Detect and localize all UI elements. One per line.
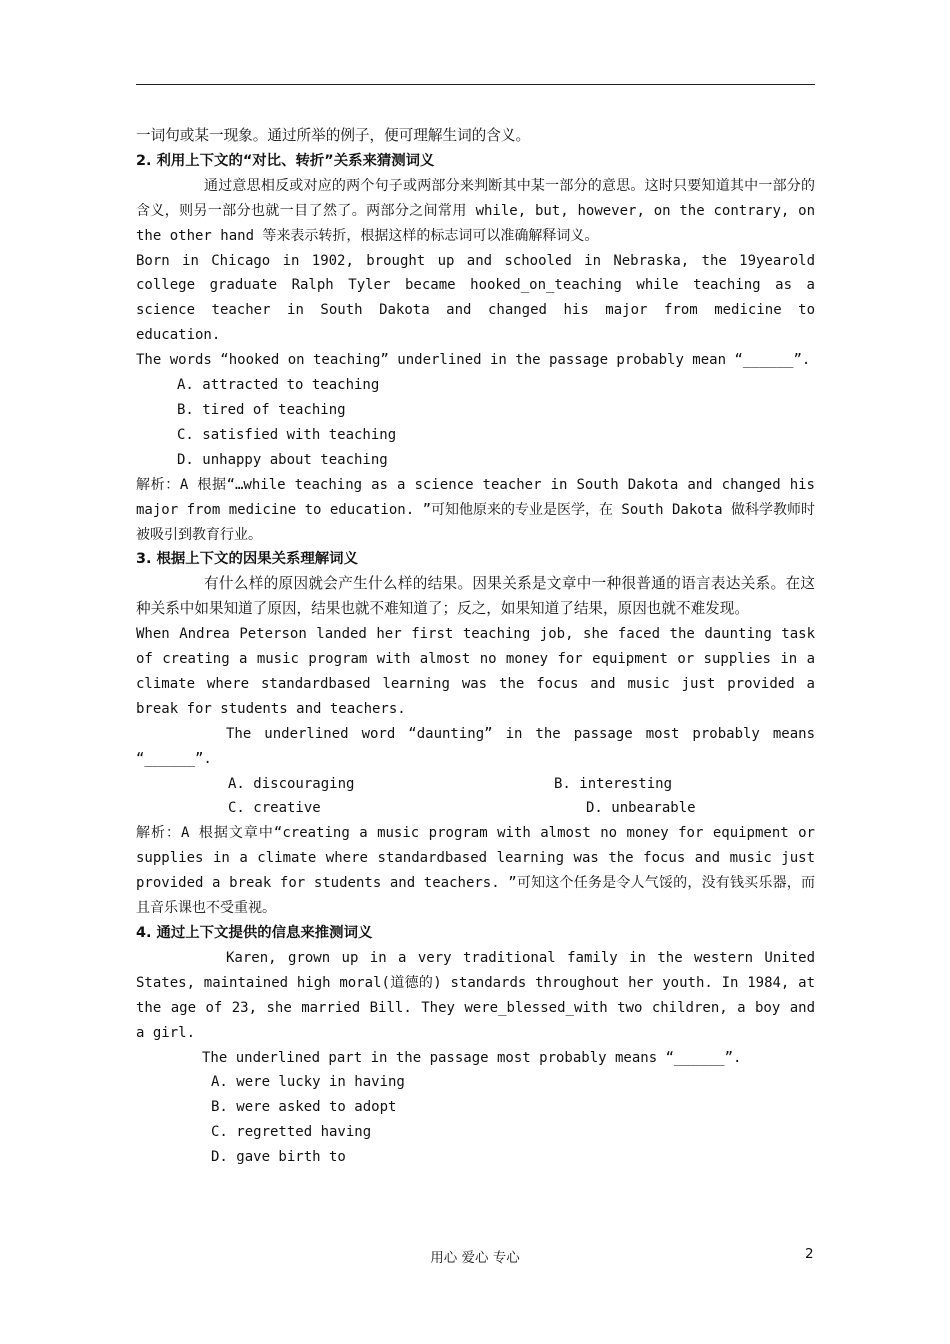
page-number: 2	[805, 1246, 814, 1262]
section-3-option-b: B. interesting	[554, 775, 673, 792]
section-4-question: The underlined part in the passage most probably means “______”.	[202, 1049, 742, 1066]
section-3-option-c: C. creative	[228, 800, 321, 817]
section-2-analysis: 解析：A 根据“…while teaching as a science teacher in South Dakota and changed his major from medicine to education. ”可知他原来的专业是医学，在 South Dakota 做科学教师时被吸引到教育行业。	[136, 476, 816, 543]
section-2-option-a: A. attracted to teaching	[177, 377, 380, 394]
section-2-question: The words “hooked on teaching” underlined in the passage probably mean “______”.	[136, 352, 811, 369]
section-3-option-a: A. discouraging	[228, 775, 355, 792]
section-3-option-d: D. unbearable	[586, 800, 696, 817]
section-3-options-row-1	[136, 772, 815, 797]
section-2-option-d: D. unhappy about teaching	[177, 451, 388, 468]
section-4-heading: 4. 通过上下文提供的信息来推测词义	[136, 925, 373, 941]
section-4-option-d: D. gave birth to	[211, 1149, 346, 1166]
intro-line: 一词句或某一现象。通过所举的例子，便可理解生词的含义。	[136, 127, 531, 144]
header-rule	[136, 84, 815, 85]
section-2-paragraph: 通过意思相反或对应的两个句子或两部分来判断其中某一部分的意思。这时只要知道其中一部分的含义，则另一部分也就一目了然了。两部分之间常用 while, but, however, on the contrary, on the other hand 等来表示转折，根据这样的标志词可以准确解释词义。	[136, 177, 815, 244]
section-4-option-b: B. were asked to adopt	[211, 1099, 397, 1116]
section-2-passage: Born in Chicago in 1902, brought up and schooled in Nebraska, the 19yearold college graduate Ralph Tyler became hooked_on_teaching while teaching as a science teacher in South Dakota and changed his major from medicine to education.	[136, 252, 815, 344]
section-3-analysis: 解析：A 根据文章中“creating a music program with almost no money for equipment or supplies in a climate where standardbased learning was the focus and music just provided a break for students and teachers. ”可知这个任务是令人气馁的，没有钱买乐器，而且音乐课也不受重视。	[136, 825, 815, 917]
section-4-option-c: C. regretted having	[211, 1124, 372, 1141]
section-3-question: The underlined word “daunting” in the passage most probably means “______”.	[136, 725, 815, 767]
section-2-heading: 2. 利用上下文的“对比、转折”关系来猜测词义	[136, 152, 435, 169]
section-4-passage: Karen, grown up in a very traditional family in the western United States, maintained high moral(道德的) standards throughout her youth. In 1984, at the age of 23, she married Bill. They were_blessed_with two children, a boy and a girl.	[136, 949, 815, 1041]
section-4-option-a: A. were lucky in having	[211, 1074, 405, 1091]
section-2-option-c: C. satisfied with teaching	[177, 426, 397, 443]
section-3-passage: When Andrea Peterson landed her first teaching job, she faced the daunting task of creating a music program with almost no money for equipment or supplies in a climate where standardbased learning was the focus and music just provided a break for students and teachers.	[136, 626, 815, 717]
section-3-heading: 3. 根据上下文的因果关系理解词义	[136, 551, 358, 568]
page-footer: 用心 爱心 专心	[430, 1250, 520, 1266]
document-body	[136, 124, 815, 1170]
section-3-paragraph: 有什么样的原因就会产生什么样的结果。因果关系是文章中一种很普通的语言表达关系。在这种关系中如果知道了原因，结果也就不难知道了；反之，如果知道了结果，原因也就不难发现。	[136, 575, 815, 618]
section-2-option-b: B. tired of teaching	[177, 401, 346, 418]
section-3-options-row-2	[136, 796, 815, 821]
